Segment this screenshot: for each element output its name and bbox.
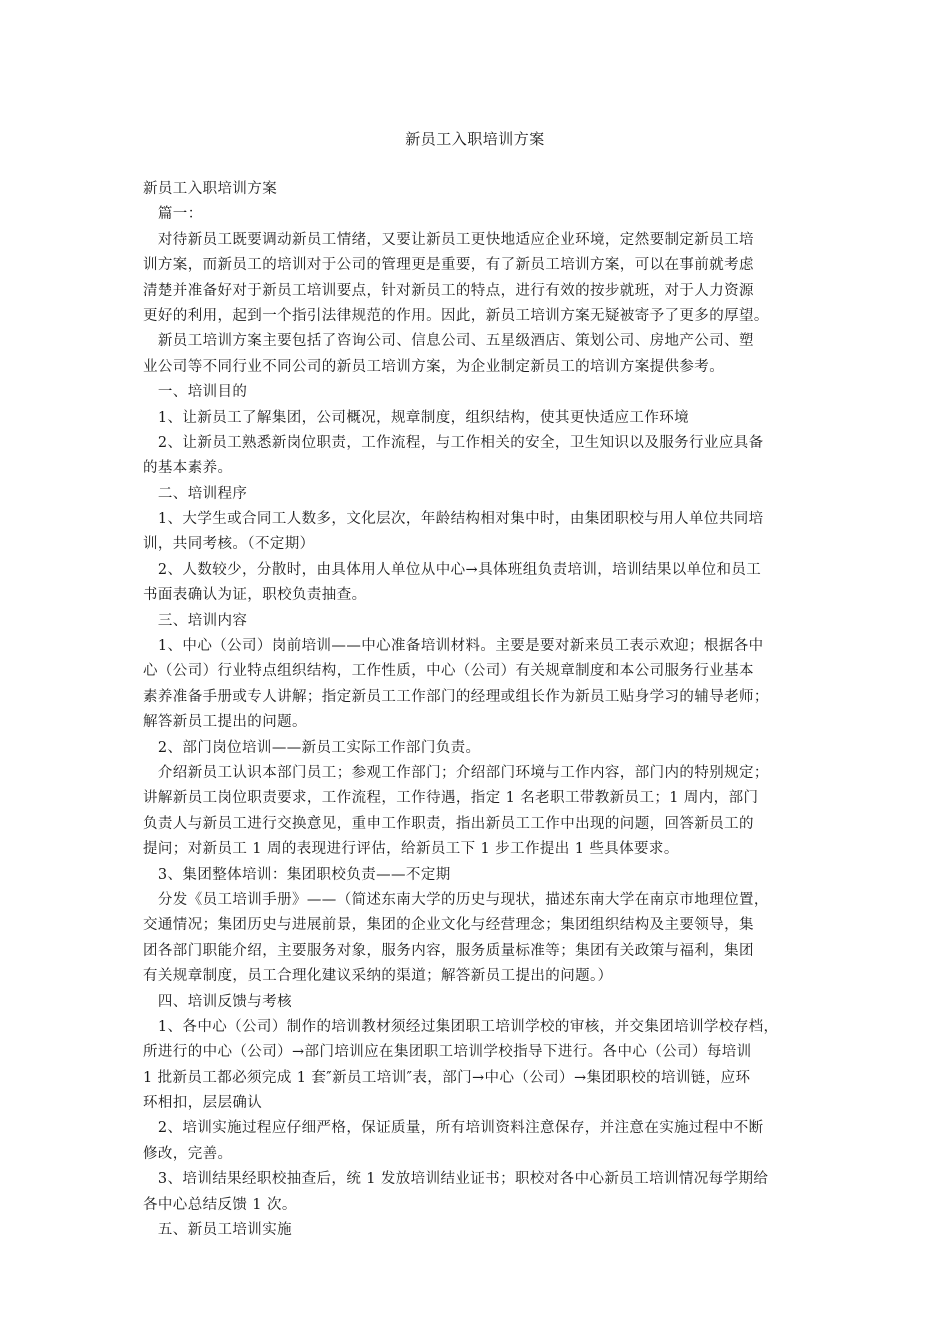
text-line: 3、集团整体培训：集团职校负责——不定期 <box>143 866 451 883</box>
text-line: 解答新员工提出的问题。 <box>143 714 307 731</box>
text-line: 有关规章制度，员工合理化建议采纳的渠道；解答新员工提出的问题。） <box>143 968 613 985</box>
text-line: 书面表确认为证，职校负责抽查。 <box>143 587 367 604</box>
text-line: 五、新员工培训实施 <box>143 1222 292 1239</box>
text-line: 二、培训程序 <box>143 485 248 502</box>
text-line: 训，共同考核。（不定期） <box>143 536 315 553</box>
text-line: 心（公司）行业特点组织结构，工作性质，中心（公司）有关规章制度和本公司服务行业基本 <box>143 663 754 680</box>
text-line: 环相扣，层层确认 <box>143 1095 263 1112</box>
text-line: 2、人数较少，分散时，由具体用人单位从中心→具体班组负责培训，培训结果以单位和员工 <box>143 561 762 578</box>
text-line: 一、培训目的 <box>143 384 248 401</box>
text-line: 1、各中心（公司）制作的培训教材须经过集团职工培训学校的审核，并交集团培训学校存档， <box>143 1018 779 1035</box>
text-line: 1、中心（公司）岗前培训——中心准备培训材料。主要是要对新来员工表示欢迎；根据各中 <box>143 638 764 655</box>
text-line: 讲解新员工岗位职责要求，工作流程，工作待遇，指定 1 名老职工带教新员工；1 周内，部门 <box>143 790 759 807</box>
document-title: 新员工入职培训方案 <box>405 130 545 148</box>
text-line: 分发《员工培训手册》——（简述东南大学的历史与现状，描述东南大学在南京市地理位置， <box>143 891 769 908</box>
text-line: 团各部门职能介绍，主要服务对象，服务内容，服务质量标准等；集团有关政策与福利，集团 <box>143 942 754 959</box>
text-line: 2、让新员工熟悉新岗位职责，工作流程，与工作相关的安全，卫生知识以及服务行业应具备 <box>143 434 764 451</box>
text-line: 素养准备手册或专人讲解；指定新员工工作部门的经理或组长作为新员工贴身学习的辅导老师； <box>143 688 769 705</box>
text-line: 1、让新员工了解集团，公司概况，规章制度，组织结构，使其更快适应工作环境 <box>143 409 690 426</box>
text-line: 各中心总结反馈 1 次。 <box>143 1196 297 1213</box>
text-line: 提问；对新员工 1 周的表现进行评估，给新员工下 1 步工作提出 1 些具体要求。 <box>143 841 679 858</box>
text-line: 清楚并准备好对于新员工培训要点，针对新员工的特点，进行有效的按步就班，对于人力资源 <box>143 282 754 299</box>
text-line: 1 批新员工都必须完成 1 套″新员工培训″表，部门→中心（公司）→集团职校的培训链，应环 <box>143 1069 751 1086</box>
text-line: 训方案，而新员工的培训对于公司的管理更是重要，有了新员工培训方案，可以在事前就考虑 <box>143 257 754 274</box>
text-line: 三、培训内容 <box>143 612 248 629</box>
text-line: 新员工培训方案主要包括了咨询公司、信息公司、五星级酒店、策划公司、房地产公司、塑 <box>143 333 754 350</box>
text-line: 交通情况；集团历史与进展前景，集团的企业文化与经营理念；集团组织结构及主要领导，集 <box>143 917 754 934</box>
text-line: 所进行的中心（公司）→部门培训应在集团职工培训学校指导下进行。各中心（公司）每培训 <box>143 1044 752 1061</box>
text-line: 1、大学生或合同工人数多，文化层次，年龄结构相对集中时，由集团职校与用人单位共同培 <box>143 511 764 528</box>
text-line: 修改，完善。 <box>143 1145 233 1162</box>
text-line: 负责人与新员工进行交换意见，重申工作职责，指出新员工工作中出现的问题，回答新员工的 <box>143 815 754 832</box>
text-line: 3、培训结果经职校抽查后，统 1 发放培训结业证书；职校对各中心新员工培训情况每学期给 <box>143 1171 769 1188</box>
text-line: 介绍新员工认识本部门员工；参观工作部门；介绍部门环境与工作内容，部门内的特别规定； <box>143 764 769 781</box>
text-line: 业公司等不同行业不同公司的新员工培训方案，为企业制定新员工的培训方案提供参考。 <box>143 358 725 375</box>
text-line: 2、部门岗位培训——新员工实际工作部门负责。 <box>143 739 481 756</box>
text-line: 篇一： <box>143 206 203 223</box>
text-line: 新员工入职培训方案 <box>143 181 278 197</box>
text-line: 的基本素养。 <box>143 460 233 477</box>
document-body <box>143 177 813 1243</box>
text-line: 四、培训反馈与考核 <box>143 993 292 1010</box>
text-line: 2、培训实施过程应仔细严格，保证质量，所有培训资料注意保存，并注意在实施过程中不断 <box>143 1120 764 1137</box>
text-line: 更好的利用，起到一个指引法律规范的作用。因此，新员工培训方案无疑被寄予了更多的厚望。 <box>143 307 769 324</box>
text-line: 对待新员工既要调动新员工情绪，又要让新员工更快地适应企业环境，定然要制定新员工培 <box>143 231 754 248</box>
